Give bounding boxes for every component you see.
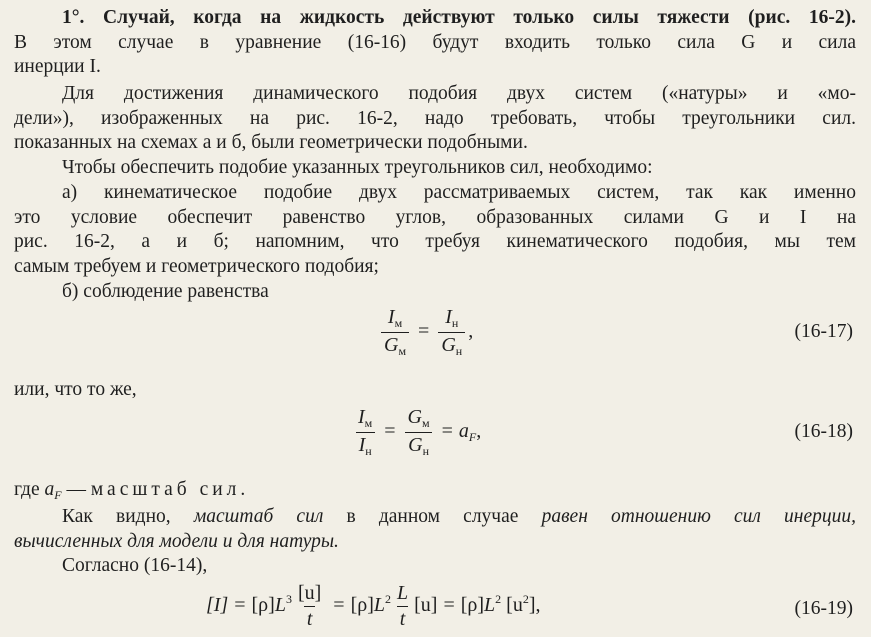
fraction: $\frac{I_н}{G_н}$ — [438, 306, 465, 359]
fraction: $\frac{I_м}{G_м}$ — [381, 306, 409, 359]
list-item-a: а) кинематическое подобие двух рассматриваемых систем, так как именно — [62, 182, 856, 203]
list-item-b: б) соблюдение равенства — [62, 281, 269, 302]
text-line: дели»), изображенных на рис. 16-2, надо требовать, чтобы треугольники сил. — [14, 108, 856, 129]
equation-16-18: $\frac{I_м}{I_н}$ = $\frac{G_м}{G_н}$ = $a_F$, — [352, 406, 481, 459]
equation-16-19: $[I] = [\rho]L^3$ $\frac{[u]}{t}$ = $[\rho]L^2$ $\frac{L}{t}$ $[u] = [\rho]L^2$ $[u^2]$, — [206, 582, 541, 630]
text-line: Для достижения динамического подобия двух систем («натуры» и «мо- — [62, 83, 856, 104]
equation-16-17: $\frac{I_м}{G_м}$ = $\frac{I_н}{G_н}$ , — [378, 306, 473, 359]
text-line: инерции I. — [14, 56, 101, 77]
text-line: В этом случае в уравнение (16-16) будут входить только сила G и сила — [14, 32, 856, 53]
text-line: вычисленных для модели и для натуры. — [14, 531, 339, 552]
fraction: $\frac{[u]}{t}$ — [297, 582, 322, 630]
equation-number: (16-18) — [794, 421, 853, 442]
equation-number: (16-19) — [794, 598, 853, 619]
paragraph-case-heading: 1°. Случай, когда на жидкость действуют только силы тяжести (рис. 16-2). — [62, 7, 856, 28]
text-line: Чтобы обеспечить подобие указанных треугольников сил, необходимо: — [62, 157, 653, 178]
fraction: $\frac{G_м}{G_н}$ — [405, 406, 433, 459]
equation-number: (16-17) — [794, 321, 853, 342]
text-line: Согласно (16-14), — [62, 555, 208, 576]
text-line-definition: где $a_F$ — масштаб сил. — [14, 479, 250, 502]
fraction: $\frac{I_м}{I_н}$ — [355, 406, 375, 459]
text-line: самым требуем и геометрического подобия; — [14, 256, 379, 277]
fraction: $\frac{L}{t}$ — [397, 582, 409, 630]
text-line-conclusion: Как видно, масштаб сил в данном случае равен отношению сил инерции, — [62, 506, 856, 527]
text-line: рис. 16-2, а и б; напомним, что требуя кинематического подобия, мы тем — [14, 231, 856, 252]
text-line: или, что то же, — [14, 379, 137, 400]
text-line: это условие обеспечит равенство углов, образованных силами G и I на — [14, 207, 856, 228]
text-line: показанных на схемах а и б, были геометрически подобными. — [14, 132, 528, 153]
